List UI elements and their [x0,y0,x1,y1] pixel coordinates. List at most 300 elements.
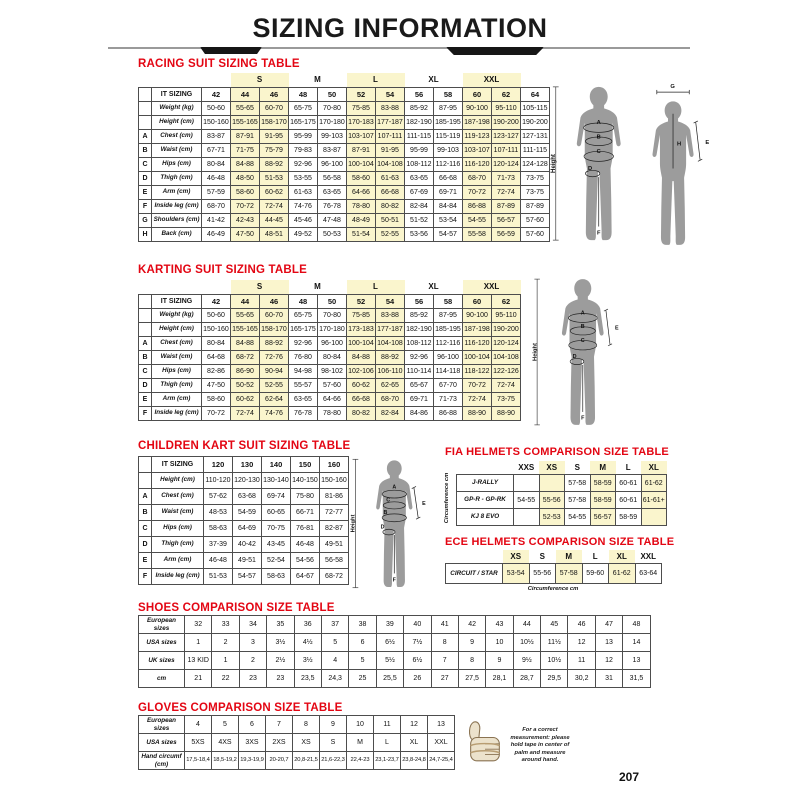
row-label: Arm (cm) [152,553,204,569]
value-cell: 63-65 [318,186,347,200]
value-cell: 48-49 [347,214,376,228]
table-row [139,116,550,130]
svg-text:F: F [392,577,396,584]
value-cell: 48 [623,616,650,634]
value-cell: 60-62 [231,393,260,407]
value-cell: 75-80 [291,489,320,505]
value-cell: 5½ [376,652,403,670]
row-letter: G [139,214,152,228]
value-cell: 44 [513,616,540,634]
children-suit-table-container [138,456,349,585]
column-header: 48 [289,295,318,309]
table-row [139,379,521,393]
value-cell: 59-60 [582,564,609,584]
row-label: Height (cm) [152,473,204,489]
svg-text:F: F [581,415,585,422]
value-cell: 23 [239,670,266,688]
value-cell: 69-71 [405,393,434,407]
row-label: USA sizes [139,634,185,652]
value-cell: 61-63 [376,172,405,186]
value-cell: 54-55 [565,509,591,526]
column-header: 46 [260,88,289,102]
table-row [139,351,521,365]
value-cell: 61-62 [641,475,667,492]
value-cell: 70-72 [463,379,492,393]
value-cell: 11½ [541,634,568,652]
value-cell: 88-90 [463,407,492,421]
value-cell: 70-72 [202,407,231,421]
column-header: L [582,550,609,564]
column-header: 50 [318,295,347,309]
value-cell: 68-70 [376,393,405,407]
value-cell: 37-39 [204,537,233,553]
value-cell: 62-64 [260,393,289,407]
size-group-label: M [289,73,347,88]
value-cell: 14 [623,634,650,652]
value-cell: 3½ [294,652,321,670]
value-cell: 57-60 [318,379,347,393]
value-cell: 3 [239,634,266,652]
value-cell: 75-85 [347,102,376,116]
value-cell: 105-115 [521,102,550,116]
value-cell: 47-50 [231,228,260,242]
value-cell: 87-91 [347,144,376,158]
table-header-label [446,550,503,564]
children-table-title: CHILDREN KART SUIT SIZING TABLE [138,440,351,452]
row-letter: B [139,144,152,158]
row-letter: H [139,228,152,242]
table-header-label [457,461,514,475]
value-cell: 72-74 [231,407,260,421]
value-cell: 17,5-18,4 [185,752,212,770]
children-table [138,456,349,585]
value-cell: 13 [428,716,455,734]
value-cell: 107-111 [376,130,405,144]
value-cell: 46 [568,616,595,634]
value-cell: 37 [321,616,348,634]
value-cell: 70-75 [262,521,291,537]
value-cell: 108-112 [405,158,434,172]
value-cell: 88-90 [492,407,521,421]
value-cell: 82-84 [405,200,434,214]
row-label: Hips (cm) [152,521,204,537]
svg-text:C: C [386,497,391,504]
value-cell: 32 [185,616,212,634]
value-cell: 63-64 [635,564,662,584]
value-cell: 5XS [185,734,212,752]
value-cell: 40-42 [233,537,262,553]
value-cell: 54-55 [514,492,540,509]
row-label: Hips (cm) [152,365,202,379]
value-cell: 170-183 [347,116,376,130]
value-cell: 170-180 [318,323,347,337]
header-tab-right [446,47,544,55]
value-cell: 8 [458,652,485,670]
value-cell: 177-187 [376,323,405,337]
value-cell: 7 [266,716,293,734]
value-cell: 4 [185,716,212,734]
value-cell: 52-55 [260,379,289,393]
fia-table [456,461,667,526]
value-cell: 84-88 [347,351,376,365]
value-cell: 190-200 [492,323,521,337]
row-letter: E [139,553,152,569]
value-cell: 115-119 [434,130,463,144]
value-cell: 21,6-22,3 [320,752,347,770]
value-cell: 82-87 [320,521,349,537]
value-cell: 173-183 [347,323,376,337]
row-label: Thigh (cm) [152,379,202,393]
value-cell: 60-70 [260,309,289,323]
height-label: Height [550,154,558,173]
value-cell: 23,5 [294,670,321,688]
value-cell: 40 [404,616,431,634]
table-row [457,475,667,492]
svg-text:E: E [422,500,426,507]
value-cell: 110-120 [204,473,233,489]
value-cell: 35 [267,616,294,634]
value-cell: 92-96 [405,351,434,365]
value-cell: 111-115 [521,144,550,158]
racing-table [138,73,550,242]
value-cell: 23,8-24,8 [401,752,428,770]
value-cell: 95-110 [492,309,521,323]
value-cell: 190-200 [492,116,521,130]
size-group-label: L [347,73,405,88]
value-cell: 96-100 [318,158,347,172]
value-cell: 119-123 [463,130,492,144]
row-label: Shoulders (cm) [152,214,202,228]
value-cell: 28,1 [486,670,513,688]
row-letter: F [139,407,152,421]
value-cell: 83-88 [376,102,405,116]
row-label: KJ 8 EVO [457,509,514,526]
value-cell: 6 [239,716,266,734]
value-cell: 63-65 [405,172,434,186]
value-cell: 66-68 [376,186,405,200]
value-cell: 47-48 [318,214,347,228]
header-rule [108,47,690,49]
svg-text:B: B [580,324,585,331]
value-cell: 10½ [513,634,540,652]
value-cell: 6 [349,634,376,652]
value-cell: 95-110 [492,102,521,116]
value-cell: 57-59 [202,186,231,200]
row-letter: A [139,489,152,505]
column-header: 54 [376,295,405,309]
value-cell: 11 [374,716,401,734]
value-cell: 99-103 [318,130,347,144]
value-cell: 60-62 [347,379,376,393]
column-header: 52 [347,88,376,102]
size-group-row [139,280,521,295]
column-header: 62 [492,295,521,309]
column-header: S [529,550,556,564]
value-cell: 87-89 [492,200,521,214]
value-cell: 104-108 [376,158,405,172]
ece-table [445,550,662,584]
row-letter: C [139,158,152,172]
value-cell: 13 [623,652,650,670]
value-cell: 56-58 [320,553,349,569]
value-cell [514,475,540,492]
value-cell: 88-92 [260,337,289,351]
value-cell: 4 [321,652,348,670]
row-label: Chest (cm) [152,337,202,351]
column-header: 64 [521,88,550,102]
table-row [139,407,521,421]
value-cell: 120-124 [492,158,521,172]
svg-text:E: E [615,325,619,332]
value-cell: 87-95 [434,309,463,323]
value-cell: 41-42 [202,214,231,228]
row-label: Arm (cm) [152,186,202,200]
value-cell: 67-71 [202,144,231,158]
value-cell: 25,5 [376,670,403,688]
value-cell: 8 [431,634,458,652]
value-cell: 76-78 [289,407,318,421]
value-cell: 80-82 [376,200,405,214]
value-cell: 104-108 [376,337,405,351]
value-cell: 58-60 [231,186,260,200]
value-cell: 43-45 [262,537,291,553]
value-cell: 95-99 [405,144,434,158]
value-cell: 39 [376,616,403,634]
value-cell: 46-48 [202,172,231,186]
value-cell: 55-56 [539,492,565,509]
value-cell: 81-86 [320,489,349,505]
svg-text:G: G [670,83,675,90]
value-cell: 112-116 [434,337,463,351]
column-header: 60 [463,88,492,102]
value-cell: 53-55 [289,172,318,186]
value-cell: 12 [401,716,428,734]
row-label: Thigh (cm) [152,537,204,553]
value-cell: 42 [458,616,485,634]
table-row [139,489,349,505]
table-row [457,492,667,509]
row-label: Hips (cm) [152,158,202,172]
row-label: Chest (cm) [152,489,204,505]
column-header: L [616,461,642,475]
value-cell: 36 [294,616,321,634]
value-cell: 50-60 [202,309,231,323]
value-cell: 6½ [376,634,403,652]
column-header: XL [641,461,667,475]
row-label: Waist (cm) [152,144,202,158]
value-cell: 26 [404,670,431,688]
gloves-table-title: GLOVES COMPARISON SIZE TABLE [138,702,343,714]
value-cell: 30,2 [568,670,595,688]
value-cell: 90-100 [463,309,492,323]
column-header: 52 [347,295,376,309]
value-cell: 116-120 [463,158,492,172]
table-row [446,564,662,584]
value-cell: 68-72 [231,351,260,365]
value-cell: 165-175 [289,116,318,130]
value-cell: 165-175 [289,323,318,337]
value-cell: 104-108 [492,351,521,365]
row-label: Weight (kg) [152,102,202,116]
column-header: 140 [262,457,291,473]
value-cell: 5 [349,652,376,670]
column-header-row [139,295,521,309]
value-cell: 9 [458,634,485,652]
table-row [139,634,651,652]
row-label: European sizes [139,716,185,734]
value-cell: 72-77 [320,505,349,521]
value-cell: XL [401,734,428,752]
row-letter: A [139,130,152,144]
column-header-row [457,461,667,475]
row-label: GP-R - GP-RK [457,492,514,509]
value-cell: 63-68 [233,489,262,505]
value-cell: 25 [349,670,376,688]
value-cell: 72-74 [492,379,521,393]
svg-text:C: C [596,148,601,155]
value-cell: 73-75 [521,186,550,200]
value-cell: 150-160 [202,116,231,130]
row-label: Waist (cm) [152,505,204,521]
value-cell: 155-165 [231,323,260,337]
value-cell: 52-54 [262,553,291,569]
value-cell: 84-88 [231,337,260,351]
value-cell: 71-73 [492,172,521,186]
value-cell: 85-92 [405,102,434,116]
value-cell: 56-59 [492,228,521,242]
value-cell: 58-60 [202,393,231,407]
value-cell: 100-104 [463,351,492,365]
karting-table [138,280,521,421]
value-cell: 53-54 [503,564,530,584]
row-letter: B [139,505,152,521]
value-cell: 140-150 [291,473,320,489]
value-cell: 76-78 [318,200,347,214]
value-cell: 90-94 [260,365,289,379]
value-cell: 58-63 [204,521,233,537]
column-header: XS [539,461,565,475]
value-cell: 8 [293,716,320,734]
value-cell: 48-50 [231,172,260,186]
value-cell: 54-55 [463,214,492,228]
value-cell: 67-69 [405,186,434,200]
column-header: 44 [231,88,260,102]
ece-circumference-label: Circumference cm [527,586,579,592]
value-cell: 78-80 [347,200,376,214]
value-cell: 107-111 [492,144,521,158]
value-cell: 69-71 [434,186,463,200]
value-cell: 20,8-21,5 [293,752,320,770]
table-row [139,144,550,158]
table-row [139,337,521,351]
svg-text:B: B [383,510,388,517]
ece-helmets-table-container [445,550,662,584]
value-cell: 187-198 [463,116,492,130]
size-group-row [139,73,550,88]
row-letter: B [139,351,152,365]
value-cell: 50-51 [376,214,405,228]
value-cell: 66-71 [291,505,320,521]
value-cell: 48-51 [260,228,289,242]
value-cell: 54-59 [233,505,262,521]
value-cell: 10 [486,634,513,652]
column-header-row [139,457,349,473]
value-cell: 24,3 [321,670,348,688]
value-cell: 2½ [267,652,294,670]
value-cell: 55-56 [529,564,556,584]
value-cell: 70-80 [318,102,347,116]
value-cell: 82-86 [202,365,231,379]
value-cell: 83-87 [202,130,231,144]
table-row [139,670,651,688]
value-cell: 74-76 [260,407,289,421]
row-label: Inside leg (cm) [152,200,202,214]
value-cell: 11 [568,652,595,670]
corner-cell [139,457,152,473]
value-cell: 20-20,7 [266,752,293,770]
value-cell: 69-74 [262,489,291,505]
value-cell: 1 [185,634,212,652]
column-header: 130 [233,457,262,473]
column-header: 46 [260,295,289,309]
column-header: 160 [320,457,349,473]
value-cell: 57-58 [565,475,591,492]
value-cell: 103-107 [463,144,492,158]
value-cell: 55-65 [231,102,260,116]
value-cell: 68-70 [202,200,231,214]
value-cell: 46-48 [204,553,233,569]
column-header: 58 [434,295,463,309]
value-cell: L [374,734,401,752]
value-cell: 75-79 [260,144,289,158]
value-cell: 6½ [404,652,431,670]
value-cell: 73-75 [492,393,521,407]
value-cell: 34 [239,616,266,634]
table-row [139,158,550,172]
value-cell: 47 [595,616,622,634]
row-label: UK sizes [139,652,185,670]
racing-suit-table-container [138,73,550,242]
value-cell: 87-89 [521,200,550,214]
value-cell: 56-57 [590,509,616,526]
value-cell: 91-95 [376,144,405,158]
table-row [139,214,550,228]
table-row [139,734,455,752]
value-cell: 70-72 [231,200,260,214]
column-header: M [590,461,616,475]
row-label: Weight (kg) [152,309,202,323]
svg-text:A: A [596,120,601,127]
row-letter: C [139,521,152,537]
row-letter: E [139,393,152,407]
value-cell: 55-65 [231,309,260,323]
value-cell: 54-57 [434,228,463,242]
row-label: Height (cm) [152,323,202,337]
value-cell: 90-100 [463,102,492,116]
value-cell: 60-61 [616,492,642,509]
value-cell: 51-52 [405,214,434,228]
value-cell: 9½ [513,652,540,670]
value-cell: 86-88 [463,200,492,214]
value-cell: 51-53 [260,172,289,186]
value-cell: 50-60 [202,102,231,116]
value-cell: 116-120 [463,337,492,351]
value-cell: 65-75 [289,309,318,323]
value-cell: 3XS [239,734,266,752]
svg-text:H: H [677,141,682,148]
column-header-row [139,88,550,102]
value-cell: 96-100 [434,351,463,365]
